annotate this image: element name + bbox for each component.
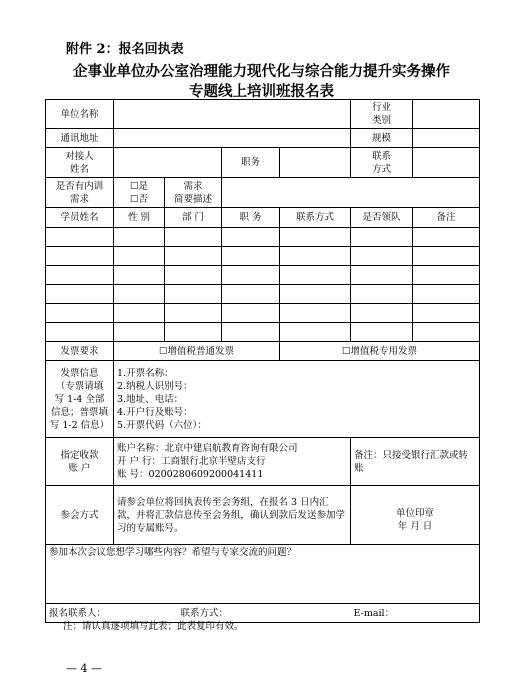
invoice-info-label-line: （专票请填 xyxy=(55,380,104,392)
student-cell[interactable] xyxy=(413,323,480,342)
registration-email[interactable]: E-mail： xyxy=(351,604,480,623)
student-cell[interactable] xyxy=(165,228,222,247)
student-cell[interactable] xyxy=(351,266,413,285)
form-title-line-2: 专题线上培训班报名表 xyxy=(189,83,334,100)
contact-person-label-line-1: 对接人 xyxy=(65,150,94,162)
position-field[interactable] xyxy=(280,148,351,178)
student-cell[interactable] xyxy=(280,304,351,323)
contact-method-field[interactable] xyxy=(413,148,480,178)
student-header-position: 职 务 xyxy=(222,208,280,228)
address-label: 通讯地址 xyxy=(46,129,114,148)
contact-method-label-line-2: 方式 xyxy=(371,163,391,175)
student-cell[interactable] xyxy=(413,228,480,247)
attachment-label: 附件 2：报名回执表 xyxy=(66,42,184,57)
student-cell[interactable] xyxy=(222,247,280,266)
student-header-department: 部 门 xyxy=(165,208,222,228)
invoice-item-address-phone: 3.地址、电话： xyxy=(117,393,184,405)
internal-training-label xyxy=(46,178,114,208)
invoice-item-code: 5.开票代码（六位）： xyxy=(117,419,207,431)
industry-label-line-2: 类别 xyxy=(371,115,391,126)
invoice-item-tax-id: 2.纳税人识别号： xyxy=(117,380,193,392)
student-cell[interactable] xyxy=(46,228,114,247)
position-label: 职务 xyxy=(222,148,280,178)
student-cell[interactable] xyxy=(46,323,114,342)
internal-training-options xyxy=(114,178,165,208)
contact-person-field[interactable] xyxy=(114,148,222,178)
invoice-info-label-line: 写 1-2 信息） xyxy=(49,419,110,431)
student-cell[interactable] xyxy=(280,285,351,304)
unit-seal-area xyxy=(351,486,480,545)
invoice-info-label-line: 发票信息 xyxy=(60,367,99,379)
student-cell[interactable] xyxy=(46,247,114,266)
industry-label xyxy=(351,100,413,129)
student-row xyxy=(46,228,480,247)
demand-description-label xyxy=(165,178,222,208)
invoice-info-label-line: 信息；普票填 xyxy=(50,406,108,418)
student-cell[interactable] xyxy=(222,304,280,323)
student-table-header-row xyxy=(46,208,480,228)
student-cell[interactable] xyxy=(46,304,114,323)
demand-description-field[interactable] xyxy=(222,178,480,208)
payment-account-label-line-2: 账 户 xyxy=(68,462,91,474)
student-row xyxy=(46,247,480,266)
contact-person-label xyxy=(46,148,114,178)
student-cell[interactable] xyxy=(114,304,165,323)
student-row xyxy=(46,266,480,285)
option-no-checkbox[interactable]: ☐否 xyxy=(129,193,149,205)
student-cell[interactable] xyxy=(351,304,413,323)
student-cell[interactable] xyxy=(165,304,222,323)
address-field[interactable] xyxy=(114,129,351,148)
payment-account-number: 账 号：0200280609200041411 xyxy=(117,469,264,480)
student-cell[interactable] xyxy=(165,247,222,266)
student-cell[interactable] xyxy=(46,266,114,285)
student-cell[interactable] xyxy=(351,323,413,342)
student-cell[interactable] xyxy=(114,323,165,342)
student-cell[interactable] xyxy=(222,285,280,304)
invoice-item-name: 1.开票名称： xyxy=(117,367,174,379)
student-row xyxy=(46,323,480,342)
invoice-info-items[interactable] xyxy=(114,361,480,438)
student-cell[interactable] xyxy=(280,247,351,266)
form-note: 注：请认真逐项填写此表；此表复印有效。 xyxy=(63,621,244,632)
student-cell[interactable] xyxy=(280,323,351,342)
industry-label-line-1: 行业 xyxy=(371,102,391,113)
student-cell[interactable] xyxy=(280,266,351,285)
student-header-contact: 联系方式 xyxy=(280,208,351,228)
student-cell[interactable] xyxy=(351,285,413,304)
invoice-special-option[interactable]: ☐增值税专用发票 xyxy=(280,342,480,361)
student-cell[interactable] xyxy=(114,266,165,285)
student-header-name: 学员姓名 xyxy=(46,208,114,228)
scale-field[interactable] xyxy=(413,129,480,148)
unit-name-field[interactable] xyxy=(114,100,351,129)
payment-account-label-line-1: 指定收款 xyxy=(60,449,99,461)
invoice-normal-option[interactable]: ☐增值税普通发票 xyxy=(114,342,280,361)
student-cell[interactable] xyxy=(351,247,413,266)
option-yes-checkbox[interactable]: ☐是 xyxy=(129,180,149,192)
student-cell[interactable] xyxy=(46,285,114,304)
unit-seal-label: 单位印章 xyxy=(395,508,434,519)
learning-question-text: 参加本次会议您想学习哪些内容？希望与专家交流的问题？ xyxy=(49,547,297,558)
unit-name-label: 单位名称 xyxy=(46,100,114,129)
student-cell[interactable] xyxy=(114,285,165,304)
registration-contact-method[interactable]: 联系方式： xyxy=(165,604,351,623)
internal-training-label-line-2: 需求 xyxy=(69,193,89,205)
student-cell[interactable] xyxy=(413,247,480,266)
invoice-info-label xyxy=(46,361,114,438)
contact-person-label-line-2: 姓名 xyxy=(69,163,89,175)
student-row xyxy=(46,285,480,304)
learning-question-cell[interactable] xyxy=(46,545,480,604)
student-cell[interactable] xyxy=(222,266,280,285)
student-cell[interactable] xyxy=(114,247,165,266)
invoice-item-bank-account: 4.开户行及账号： xyxy=(117,406,193,418)
student-cell[interactable] xyxy=(351,228,413,247)
payment-account-name: 账户名称：北京中建启航教育咨询有限公司 xyxy=(117,443,298,454)
registration-form-table xyxy=(45,99,480,623)
student-cell[interactable] xyxy=(413,266,480,285)
student-cell[interactable] xyxy=(413,304,480,323)
demand-description-label-line-2: 简要描述 xyxy=(173,193,212,205)
industry-field[interactable] xyxy=(413,100,480,129)
form-title-line-1: 企事业单位办公室治理能力现代化与综合能力提升实务操作 xyxy=(73,63,450,80)
registration-contact-person[interactable]: 报名联系人： xyxy=(46,604,165,623)
student-cell[interactable] xyxy=(280,228,351,247)
student-header-remark: 备注 xyxy=(413,208,480,228)
student-cell[interactable] xyxy=(222,323,280,342)
payment-account-label xyxy=(46,438,114,486)
payment-remark: 备注：只接受银行汇款或转账 xyxy=(351,438,480,486)
student-row xyxy=(46,304,480,323)
payment-account-details xyxy=(114,438,351,486)
invoice-info-label-line: 写 1-4 全部 xyxy=(54,393,105,405)
student-cell[interactable] xyxy=(114,228,165,247)
scale-label: 规模 xyxy=(351,129,413,148)
student-cell[interactable] xyxy=(165,285,222,304)
student-cell[interactable] xyxy=(165,323,222,342)
page-number: — 4 — xyxy=(66,662,102,675)
payment-bank: 开 户 行：工商银行北京半壁店支行 xyxy=(117,456,266,467)
student-header-leader: 是否领队 xyxy=(351,208,413,228)
seal-date: 年 月 日 xyxy=(397,521,433,532)
invoice-requirement-label: 发票要求 xyxy=(46,342,114,361)
student-cell[interactable] xyxy=(165,266,222,285)
participation-method-label: 参会方式 xyxy=(46,486,114,545)
student-cell[interactable] xyxy=(222,228,280,247)
demand-description-label-line-1: 需求 xyxy=(183,180,203,192)
student-header-gender: 性 别 xyxy=(114,208,165,228)
participation-method-text: 请参会单位将回执表传至会务组，在报名 3 日内汇款，并将汇款信息传至会务组，确认到款后发送参加学习的专属账号。 xyxy=(114,486,351,545)
contact-method-label xyxy=(351,148,413,178)
internal-training-label-line-1: 是否有内训 xyxy=(55,180,104,192)
student-cell[interactable] xyxy=(413,285,480,304)
contact-method-label-line-1: 联系 xyxy=(371,150,391,162)
